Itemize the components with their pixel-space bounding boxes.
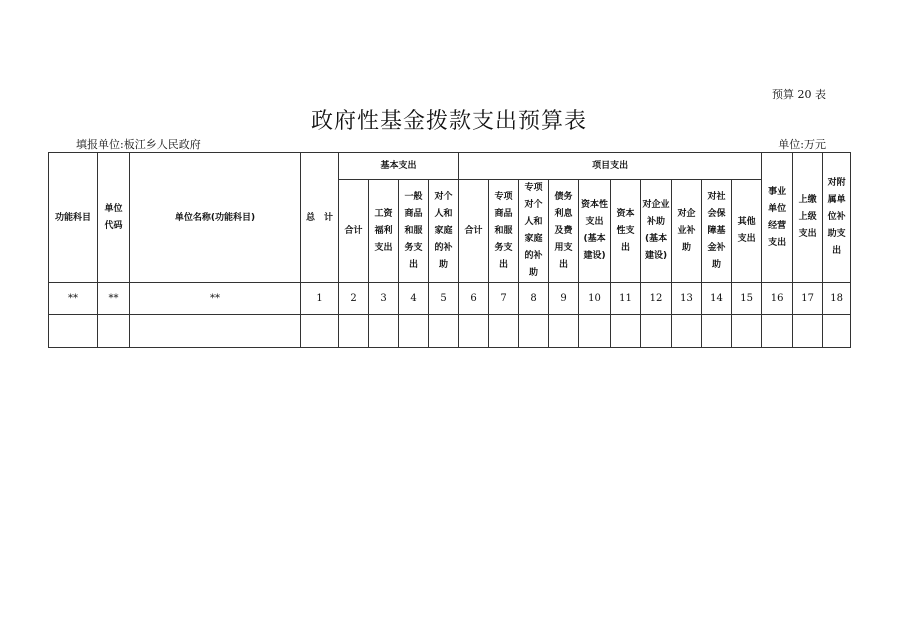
empty-cell xyxy=(762,315,793,348)
code-cell: 4 xyxy=(399,283,429,315)
code-cell: 6 xyxy=(459,283,489,315)
empty-cell xyxy=(399,315,429,348)
empty-cell xyxy=(429,315,459,348)
money-unit: 单位:万元 xyxy=(778,138,826,151)
header-group-basic: 基本支出 xyxy=(339,153,459,180)
empty-cell xyxy=(672,315,702,348)
empty-cell xyxy=(611,315,641,348)
empty-cell xyxy=(98,315,130,348)
code-cell: 3 xyxy=(369,283,399,315)
header-business: 事业单位经营支出 xyxy=(762,153,793,283)
empty-cell xyxy=(130,315,301,348)
header-upper: 上缴上级支出 xyxy=(793,153,823,283)
header-basic-total: 合计 xyxy=(339,180,369,283)
empty-cell xyxy=(369,315,399,348)
empty-cell xyxy=(489,315,519,348)
header-func-subject: 功能科目 xyxy=(49,153,98,283)
header-total: 总 计 xyxy=(301,153,339,283)
code-cell: 17 xyxy=(793,283,823,315)
empty-cell xyxy=(732,315,762,348)
header-basic-wage: 工资福利支出 xyxy=(369,180,399,283)
empty-cell xyxy=(641,315,672,348)
header-unit-name: 单位名称(功能科目) xyxy=(130,153,301,283)
empty-cell xyxy=(793,315,823,348)
header-affiliate: 对附属单位补助支出 xyxy=(823,153,851,283)
header-group-project: 项目支出 xyxy=(459,153,762,180)
header-proj-capital: 资本性支出 xyxy=(611,180,641,283)
form-number: 预算 20 表 xyxy=(772,88,826,101)
code-cell: 11 xyxy=(611,283,641,315)
empty-cell xyxy=(49,315,98,348)
header-proj-enterprise: 对企业补助 xyxy=(672,180,702,283)
code-cell: 7 xyxy=(489,283,519,315)
budget-table xyxy=(48,152,851,348)
code-cell: ** xyxy=(98,283,130,315)
empty-cell xyxy=(702,315,732,348)
empty-cell xyxy=(519,315,549,348)
code-cell: ** xyxy=(49,283,98,315)
header-proj-enterprise-build: 对企业补助(基本建设) xyxy=(641,180,672,283)
code-cell: 18 xyxy=(823,283,851,315)
code-cell: 8 xyxy=(519,283,549,315)
code-cell: 14 xyxy=(702,283,732,315)
empty-cell xyxy=(823,315,851,348)
header-proj-social: 对社会保障基金补助 xyxy=(702,180,732,283)
code-cell: 9 xyxy=(549,283,579,315)
empty-cell xyxy=(301,315,339,348)
header-unit-code: 单位代码 xyxy=(98,153,130,283)
header-proj-capital-build: 资本性支出(基本建设) xyxy=(579,180,611,283)
empty-cell xyxy=(339,315,369,348)
empty-cell xyxy=(459,315,489,348)
code-cell: ** xyxy=(130,283,301,315)
code-cell: 5 xyxy=(429,283,459,315)
header-proj-debt: 债务利息及费用支出 xyxy=(549,180,579,283)
page-title: 政府性基金拨款支出预算表 xyxy=(310,109,587,134)
code-cell: 10 xyxy=(579,283,611,315)
code-cell: 15 xyxy=(732,283,762,315)
header-basic-goods: 一般商品和服务支出 xyxy=(399,180,429,283)
code-cell: 16 xyxy=(762,283,793,315)
header-proj-total: 合计 xyxy=(459,180,489,283)
header-basic-subsidy: 对个人和家庭的补助 xyxy=(429,180,459,283)
header-proj-goods: 专项商品和服务支出 xyxy=(489,180,519,283)
empty-cell xyxy=(549,315,579,348)
code-cell: 13 xyxy=(672,283,702,315)
empty-data-row xyxy=(49,315,851,348)
header-proj-subsidy: 专项对个人和家庭的补助 xyxy=(519,180,549,283)
filling-unit: 填报单位:板江乡人民政府 xyxy=(76,138,201,151)
code-cell: 2 xyxy=(339,283,369,315)
empty-cell xyxy=(579,315,611,348)
header-proj-other: 其他支出 xyxy=(732,180,762,283)
code-cell: 12 xyxy=(641,283,672,315)
code-row xyxy=(49,283,851,315)
header-row-groups xyxy=(49,153,851,180)
code-cell: 1 xyxy=(301,283,339,315)
